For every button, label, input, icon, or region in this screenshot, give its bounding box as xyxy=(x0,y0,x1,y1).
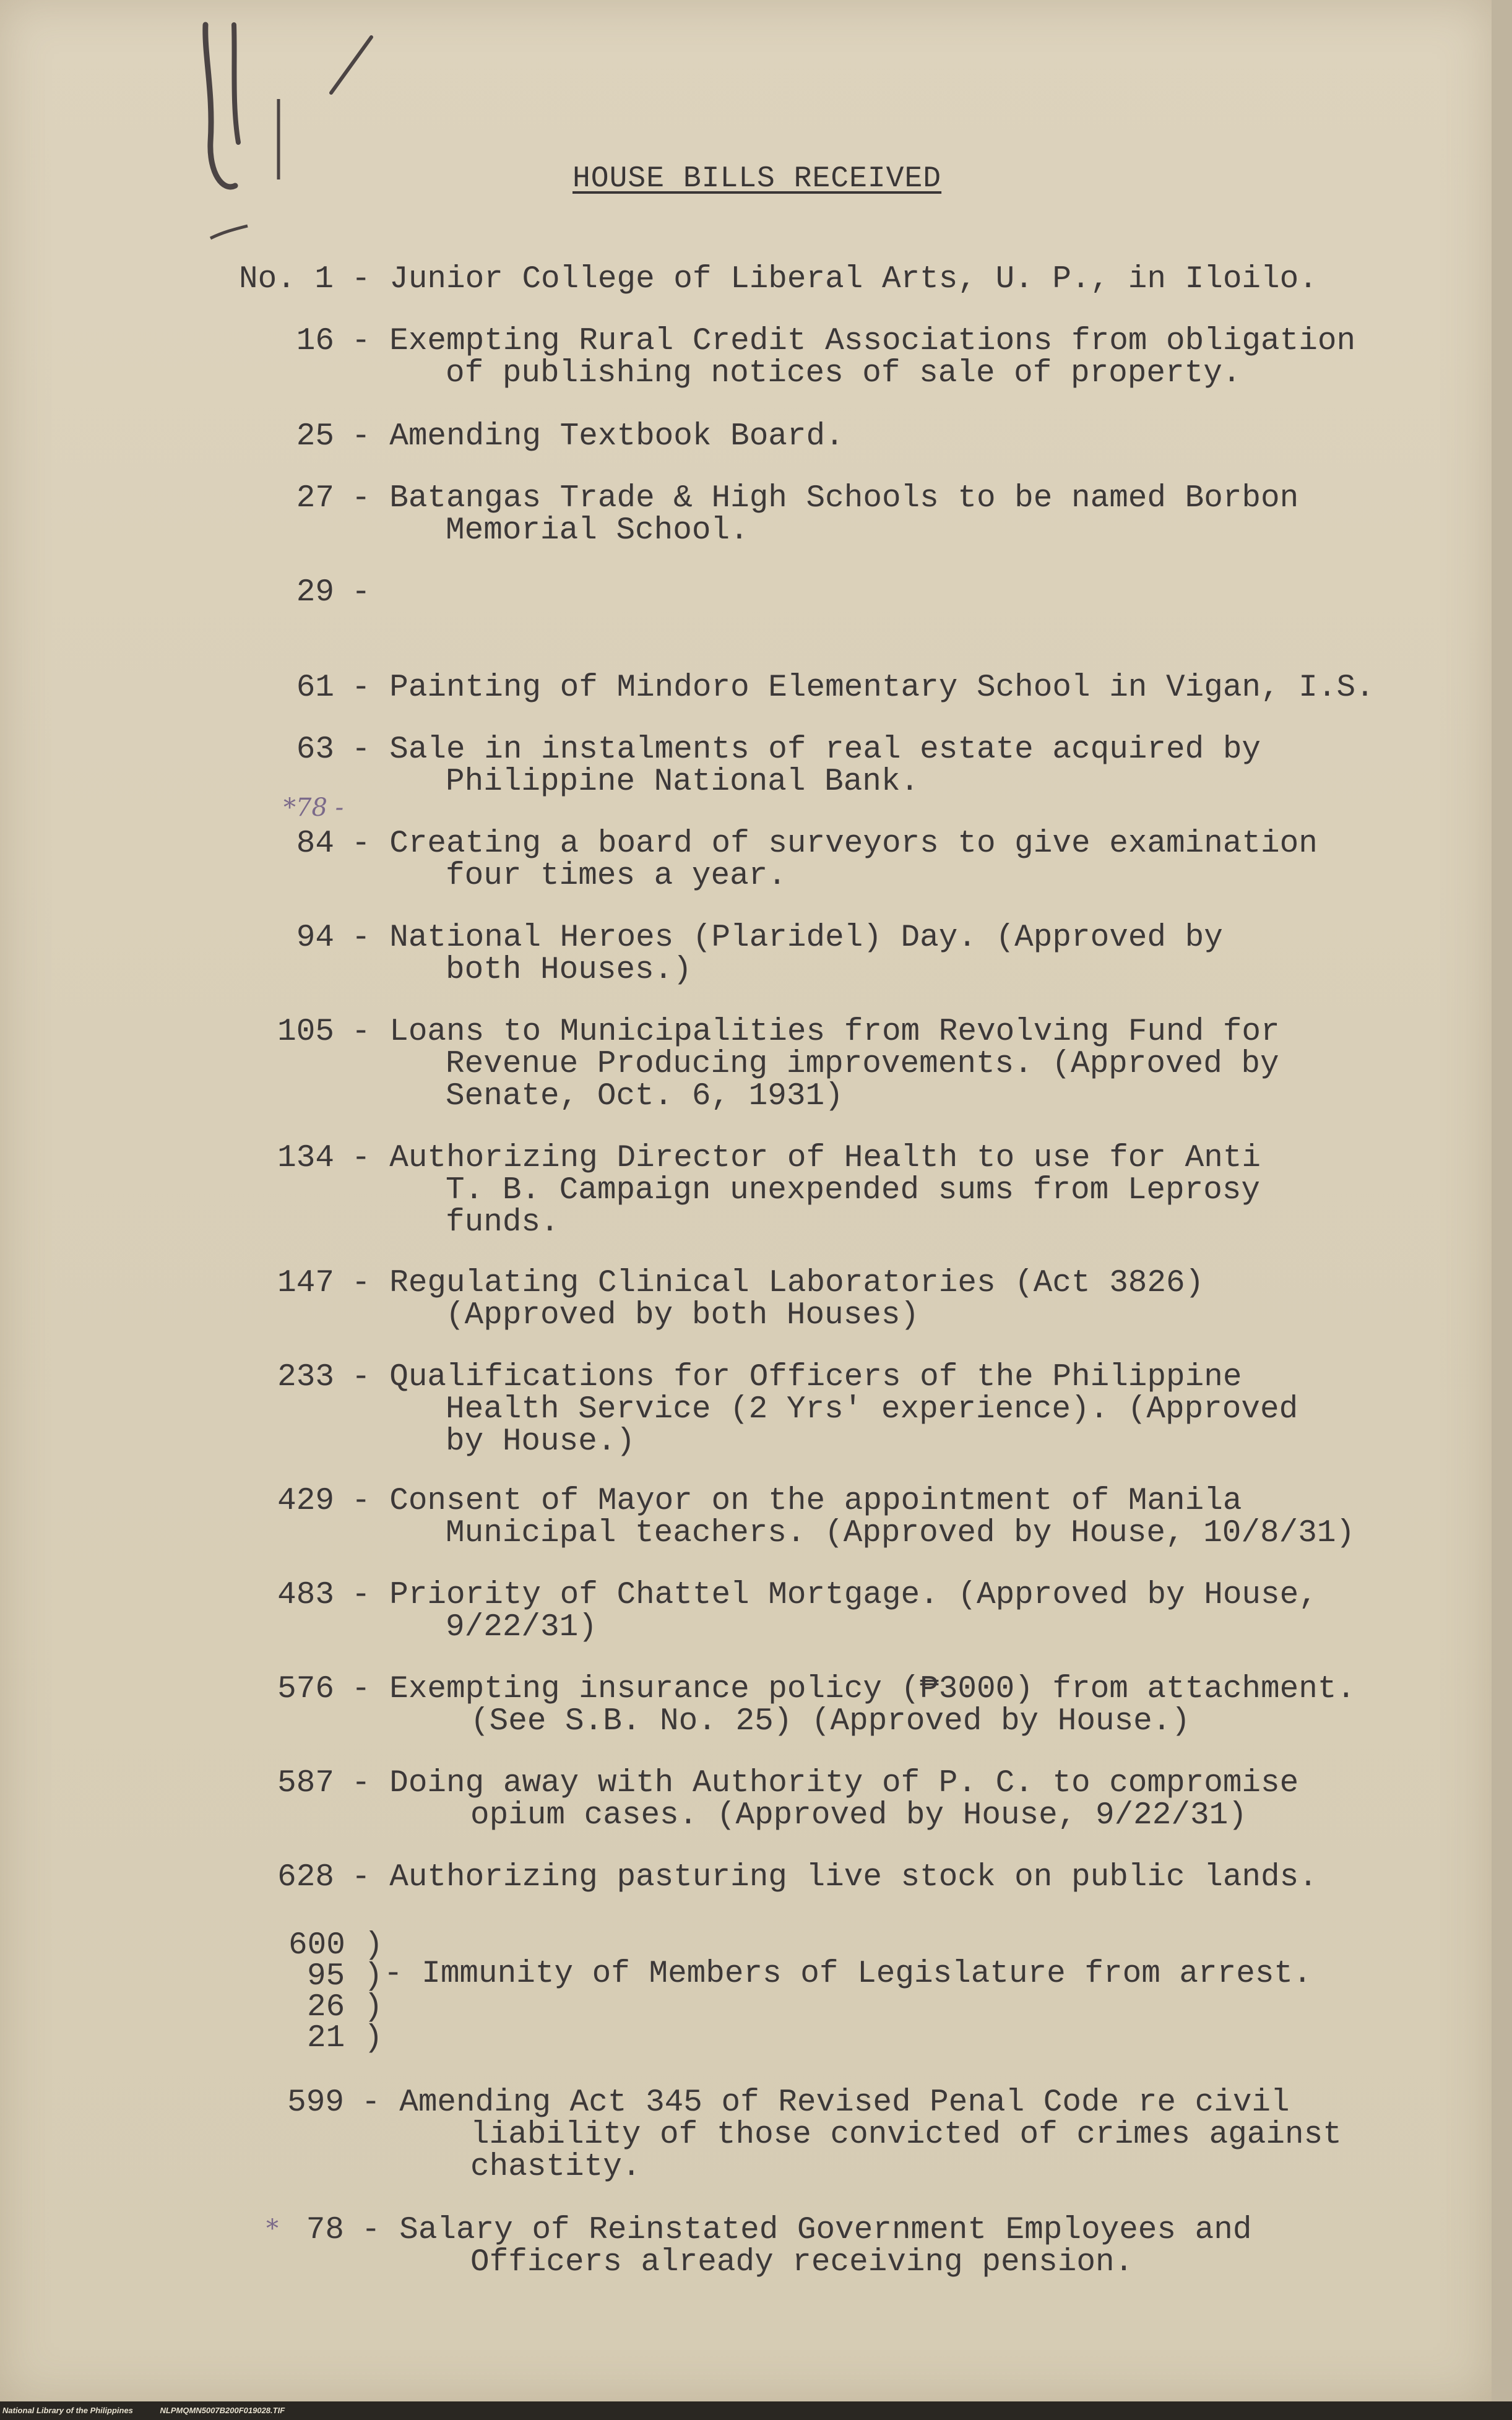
bill-number: 483 xyxy=(277,1578,334,1613)
bill-number: 105 xyxy=(277,1014,334,1050)
bill-number: 628 xyxy=(277,1860,334,1895)
bill-number: 576 xyxy=(277,1672,334,1707)
bill-description: - Authorizing Director of Health to use for Anti xyxy=(352,1141,1261,1176)
footer-file-id: NLPMQMN5007B200F019028.TIF xyxy=(160,2406,285,2415)
bill-description: - Qualifications for Officers of the Philippine xyxy=(352,1360,1242,1395)
bill-description: liability of those convicted of crimes against xyxy=(470,2117,1342,2153)
bill-description: four times a year. xyxy=(446,858,787,894)
bill-number: 27 xyxy=(296,481,334,516)
document-title: HOUSE BILLS RECEIVED xyxy=(572,162,942,196)
bill-description: - National Heroes (Plaridel) Day. (Approved by xyxy=(352,920,1223,956)
bill-number: 29 xyxy=(296,575,334,610)
footer-library: National Library of the Philippines xyxy=(2,2406,133,2415)
bill-description: (Approved by both Houses) xyxy=(446,1298,920,1333)
bill-description: - Loans to Municipalities from Revolving Fund for xyxy=(352,1014,1280,1050)
bill-number: 78 xyxy=(306,2213,344,2248)
bill-description: of publishing notices of sale of property. xyxy=(446,356,1242,391)
scan-edge xyxy=(1492,0,1512,2420)
bill-description: Senate, Oct. 6, 1931) xyxy=(446,1079,844,1114)
bill-description: 9/22/31) xyxy=(446,1610,597,1645)
bill-description: - Immunity of Members of Legislature from arrest. xyxy=(384,1956,1312,1992)
bill-number: 16 xyxy=(296,324,334,359)
bill-description: - Consent of Mayor on the appointment of Manila xyxy=(352,1484,1242,1519)
bill-description: Memorial School. xyxy=(446,513,749,548)
bill-description: - Amending Textbook Board. xyxy=(352,419,844,454)
bill-description: - xyxy=(352,575,371,610)
bill-description: Municipal teachers. (Approved by House, 10/8/31) xyxy=(446,1516,1355,1551)
bill-number: 587 xyxy=(277,1766,334,1801)
bill-description: - Doing away with Authority of P. C. to compromise xyxy=(352,1766,1299,1801)
bill-number: 134 xyxy=(277,1141,334,1176)
bill-description: - Creating a board of surveyors to give examination xyxy=(352,826,1318,862)
bill-description: Philippine National Bank. xyxy=(446,764,920,800)
archive-footer xyxy=(0,2401,1512,2420)
bill-description: both Houses.) xyxy=(446,953,692,988)
bill-description: - Junior College of Liberal Arts, U. P., in Iloilo. xyxy=(352,262,1318,297)
bill-number: 429 xyxy=(277,1484,334,1519)
bill-number: 84 xyxy=(296,826,334,862)
bill-number: 21 ) xyxy=(307,2021,383,2056)
bill-description: by House.) xyxy=(446,1424,636,1459)
bill-description: - Sale in instalments of real estate acquired by xyxy=(352,732,1261,767)
handwritten-annotation: * xyxy=(266,2215,279,2243)
bill-number: 26 ) xyxy=(307,1990,383,2025)
bill-description: - Salary of Reinstated Government Employees and xyxy=(361,2213,1252,2248)
bill-description: Revenue Producing improvements. (Approved by xyxy=(446,1047,1279,1082)
bill-number: 94 xyxy=(296,920,334,956)
bill-description: - Exempting Rural Credit Associations from obligation xyxy=(352,324,1356,359)
bill-number: No. 1 xyxy=(239,262,334,297)
bill-description: - Regulating Clinical Laboratories (Act 3826) xyxy=(352,1266,1204,1301)
bill-description: Officers already receiving pension. xyxy=(470,2245,1134,2280)
bill-number: 25 xyxy=(296,419,334,454)
bill-description: chastity. xyxy=(470,2150,641,2185)
bill-number: 95 ) xyxy=(307,1959,383,1994)
bill-number: 599 xyxy=(287,2085,344,2120)
bill-description: - Painting of Mindoro Elementary School in Vigan, I.S. xyxy=(352,670,1375,706)
bill-description: T. B. Campaign unexpended sums from Leprosy xyxy=(446,1173,1261,1208)
bill-description: funds. xyxy=(446,1205,559,1240)
bill-description: - Authorizing pasturing live stock on public lands. xyxy=(352,1860,1318,1895)
bill-number: 63 xyxy=(296,732,334,767)
bill-description: (See S.B. No. 25) (Approved by House.) xyxy=(470,1704,1190,1739)
bill-description: - Amending Act 345 of Revised Penal Code re civil xyxy=(361,2085,1290,2120)
bill-description: - Batangas Trade & High Schools to be named Borbon xyxy=(352,481,1299,516)
handwritten-annotation: *78 - xyxy=(283,793,344,822)
bill-description: - Priority of Chattel Mortgage. (Approved by House, xyxy=(352,1578,1318,1613)
bill-description: - Exempting insurance policy (₱3000) from attachment. xyxy=(352,1672,1356,1707)
bill-number: 61 xyxy=(296,670,334,706)
bill-description: Health Service (2 Yrs' experience). (Approved xyxy=(446,1392,1298,1427)
handwritten-mark xyxy=(186,0,446,260)
bill-number: 147 xyxy=(277,1266,334,1301)
bill-description: opium cases. (Approved by House, 9/22/31) xyxy=(470,1798,1247,1833)
bill-number: 233 xyxy=(277,1360,334,1395)
bill-number: 600 ) xyxy=(288,1928,384,1963)
